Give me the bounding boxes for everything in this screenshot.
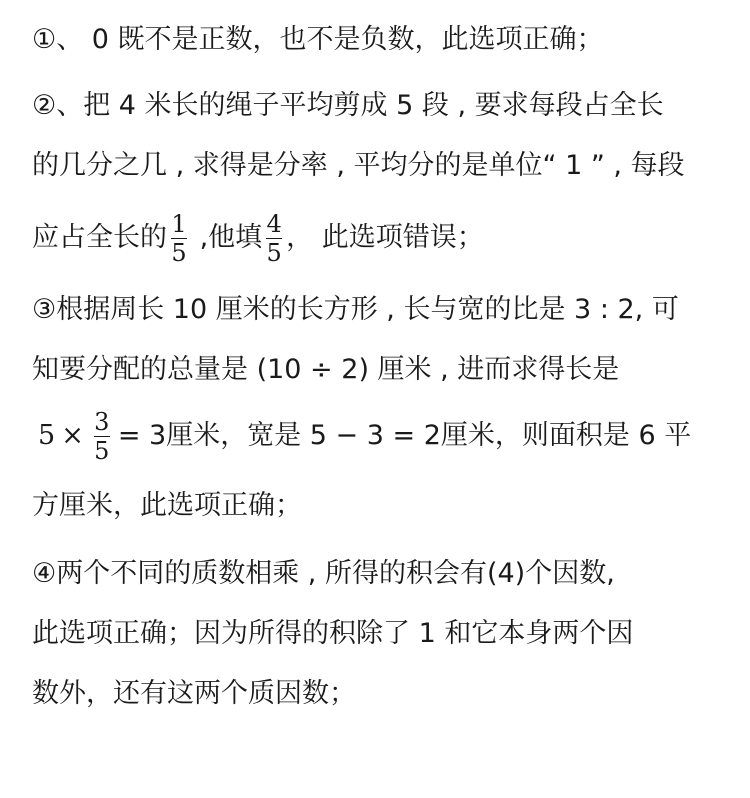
expr-lead: 5 — [38, 420, 56, 451]
item-3-line-4: 方厘米，此选项正确； — [32, 490, 302, 521]
item-4-line-1: ④两个不同的质数相乘 , 所得的积会有(4)个因数, — [32, 558, 615, 589]
item-3-line-2: 知要分配的总量是 (10 ÷ 2) 厘米 , 进而求得长是 — [32, 354, 620, 385]
item-4-line-3: 数外，还有这两个质因数； — [32, 678, 356, 709]
fraction-numerator: 3 — [94, 408, 110, 436]
item-2-line-2: 的几分之几 , 求得是分率 , 平均分的是单位“ 1 ” , 每段 — [32, 150, 685, 181]
fraction-numerator: 4 — [266, 210, 282, 238]
item-2-line-3-prefix: 应占全长的 — [32, 222, 167, 253]
item-3-line-3 — [32, 404, 728, 468]
expr-tail: = 3厘米，宽是 5 − 3 = 2厘米，则面积是 6 平 — [117, 420, 692, 451]
fraction-denominator: 5 — [266, 239, 282, 267]
item-2-line-3-suffix: ， 此选项错误； — [286, 222, 484, 253]
item-2-line-3 — [32, 208, 728, 268]
fraction-four-fifths — [266, 210, 282, 267]
fraction-denominator: 5 — [94, 437, 110, 465]
fraction-numerator: 1 — [171, 210, 187, 238]
fraction-denominator: 5 — [171, 239, 187, 267]
item-4-line-2: 此选项正确；因为所得的积除了 1 和它本身两个因 — [32, 618, 634, 649]
times-sign: × — [61, 420, 84, 451]
fraction-three-fifths — [94, 408, 110, 465]
item-2-line-1: ②、把 4 米长的绳子平均剪成 5 段 , 要求每段占全长 — [32, 90, 664, 121]
fraction-one-fifth — [171, 210, 187, 267]
item-2-line-3-mid: ,他填 — [191, 222, 263, 253]
item-1-line: ①、 0 既不是正数，也不是负数，此选项正确； — [32, 24, 604, 55]
item-3-line-1: ③根据周长 10 厘米的长方形 , 长与宽的比是 3 : 2, 可 — [32, 294, 679, 325]
